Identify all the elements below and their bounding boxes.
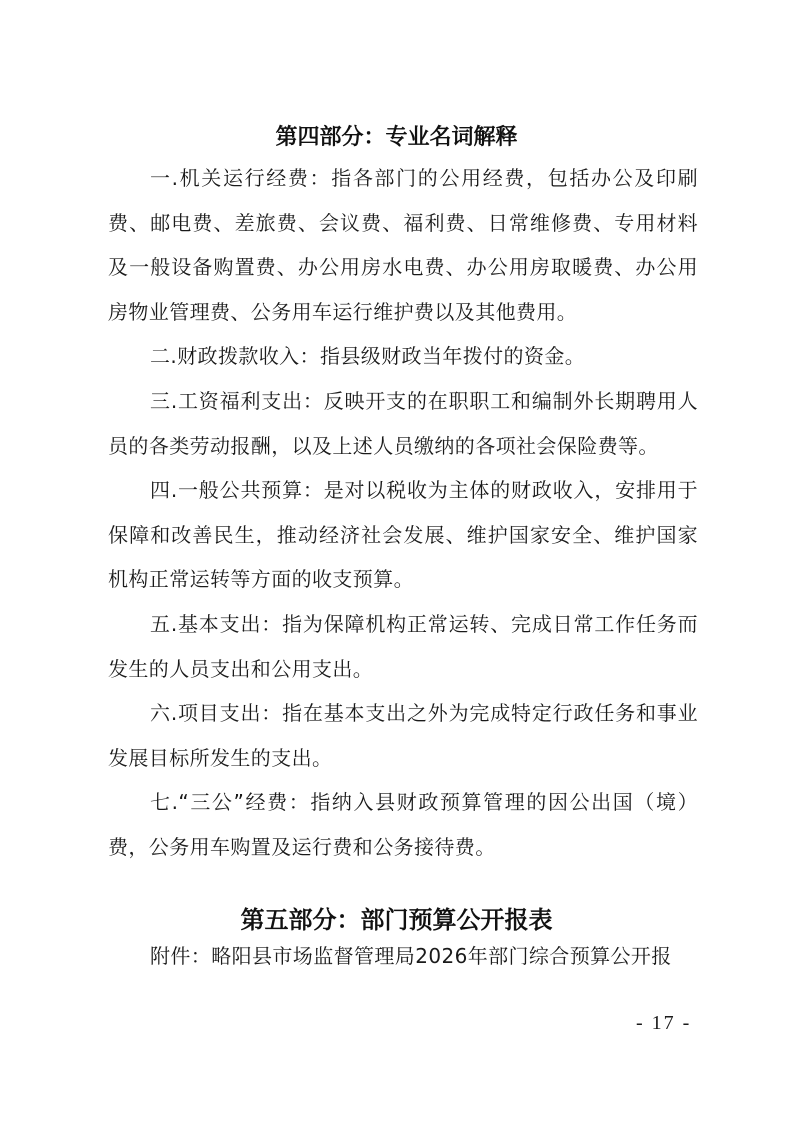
term-paragraph: 七.“三公”经费：指纳入县财政预算管理的因公出国（境）费，公务用车购置及运行费和公务接待费。: [108, 790, 698, 859]
term-paragraph: 四.一般公共预算：是对以税收为主体的财政收入，安排用于保障和改善民生，推动经济社会发展、维护国家安全、维护国家机构正常运转等方面的收支预算。: [108, 478, 698, 592]
term-paragraph: 一.机关运行经费：指各部门的公用经费，包括办公及印刷费、邮电费、差旅费、会议费、福利费、日常维修费、专用材料及一般设备购置费、办公用房水电费、办公用房取暖费、办公用房物业管理费、公务用车运行维护费以及其他费用。: [108, 166, 698, 324]
term-paragraph: 五.基本支出：指为保障机构正常运转、完成日常工作任务而发生的人员支出和公用支出。: [108, 611, 698, 681]
section-4-body: [108, 156, 698, 870]
term-paragraph: 二.财政拨款收入：指县级财政当年拨付的资金。: [150, 344, 586, 369]
page-number: - 17 -: [636, 1012, 692, 1034]
term-paragraph: 三.工资福利支出：反映开支的在职职工和编制外长期聘用人员的各类劳动报酬，以及上述人员缴纳的各项社会保险费等。: [108, 388, 698, 458]
section-4-title: 第四部分：专业名词解释: [275, 124, 518, 150]
attachment-line: 附件：略阳县市场监督管理局2026年部门综合预算公开报: [150, 944, 672, 968]
section-5-title: 第五部分：部门预算公开报表: [240, 905, 553, 934]
term-paragraph: 六.项目支出：指在基本支出之外为完成特定行政任务和事业发展目标所发生的支出。: [108, 701, 698, 770]
